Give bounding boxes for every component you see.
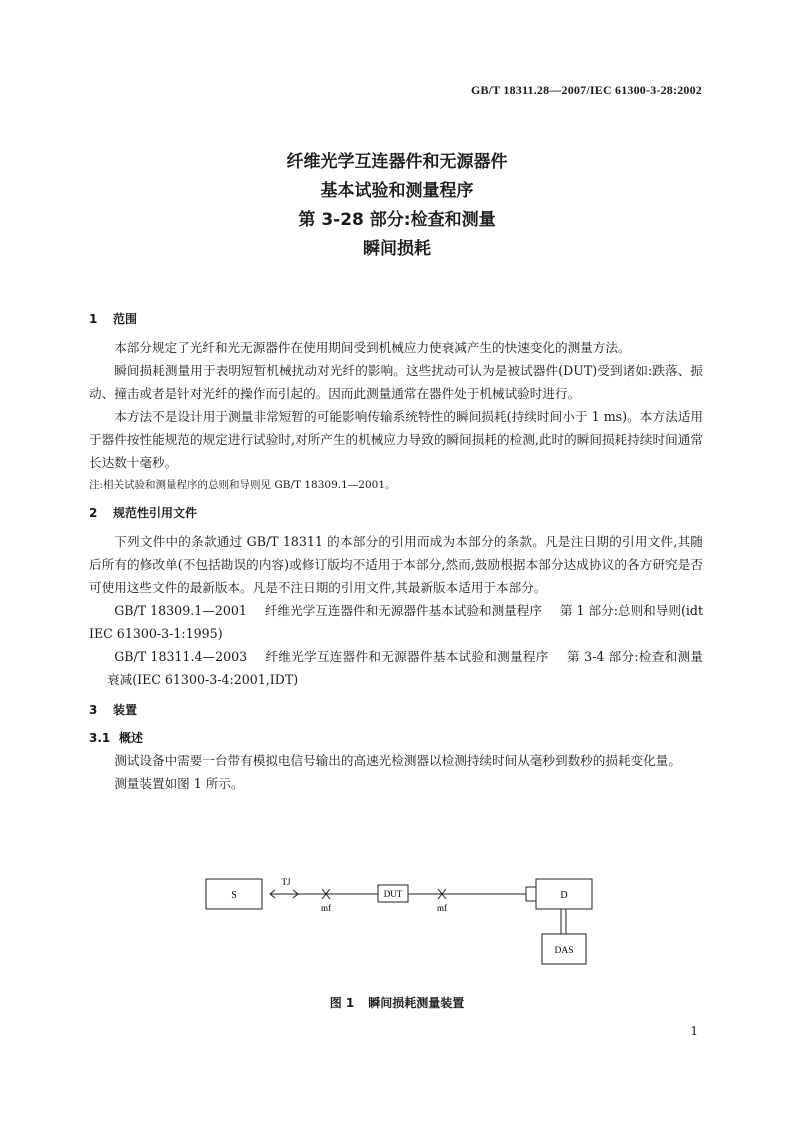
figure-1-caption xyxy=(0,994,794,1011)
document-title xyxy=(0,148,794,264)
standard-code: GB/T 18311.28—2007/IEC 61300-3-28:2002 xyxy=(470,83,702,97)
section-3-title: 装置 xyxy=(113,703,138,717)
title-line-4: 瞬间损耗 xyxy=(363,239,431,259)
das-label: DAS xyxy=(554,946,574,956)
section-3-1-heading xyxy=(89,727,703,749)
detector-label: D xyxy=(560,890,568,901)
detector-port xyxy=(526,887,536,901)
section-2-number: 2 xyxy=(89,506,98,520)
reference-1-code: GB/T 18309.1—2001 xyxy=(114,603,247,618)
section-1-heading xyxy=(89,308,703,330)
reference-1-title: 纤维光学互连器件和无源器件基本试验和测量程序 xyxy=(264,603,542,618)
document-body xyxy=(89,300,703,795)
section-1-note: 注:相关试验和测量程序的总则和导则见 GB/T 18309.1—2001。 xyxy=(89,479,396,491)
page-number: 1 xyxy=(690,1024,698,1038)
reference-2-code: GB/T 18311.4—2003 xyxy=(114,649,248,664)
section-1-paragraph-2: 瞬间损耗测量用于表明短暂机械扰动对光纤的影响。这些扰动可认为是被试器件(DUT)受到诸如:跌落、振动、撞击或者是针对光纤的操作而引起的。因而此测量通常在器件处于机械试验时进行。 xyxy=(89,363,703,401)
measurement-setup-svg xyxy=(200,870,620,970)
section-1-paragraph-1: 本部分规定了光纤和光无源器件在使用期间受到机械应力使衰减产生的快速变化的测量方法。 xyxy=(114,340,631,355)
section-3-number: 3 xyxy=(89,703,98,717)
section-1-title: 范围 xyxy=(113,312,138,326)
section-1-paragraph-3: 本方法不是设计用于测量非常短暂的可能影响传输系统特性的瞬间损耗(持续时间小于 1 ms)。本方法适用于器件按性能规范的规定进行试验时,对所产生的机械应力导致的瞬间损耗的检测,此时的瞬间损耗持续时间通常长达数十毫秒。 xyxy=(89,409,703,470)
reference-1 xyxy=(89,599,703,645)
title-line-3: 第 3-28 部分:检查和测量 xyxy=(298,210,496,230)
section-2-title: 规范性引用文件 xyxy=(113,506,198,520)
section-3-1-paragraph-1: 测试设备中需要一台带有模拟电信号输出的高速光检测器以检测持续时间从毫秒到数秒的损耗变化量。 xyxy=(114,753,681,768)
section-3-1-title: 概述 xyxy=(119,731,144,745)
reference-2-part: 第 3-4 部分:检查和测量 xyxy=(566,649,704,664)
reference-2 xyxy=(89,645,703,691)
mf1-label: mf xyxy=(321,903,331,913)
figure-1-number: 图 1 xyxy=(329,996,355,1010)
reference-2-title: 纤维光学互连器件和无源器件基本试验和测量程序 xyxy=(265,649,549,664)
title-line-2: 基本试验和测量程序 xyxy=(320,181,474,201)
title-line-1: 纤维光学互连器件和无源器件 xyxy=(286,152,508,172)
mf2-label: mf xyxy=(437,903,447,913)
figure-1-diagram xyxy=(200,870,620,970)
section-3-1-paragraph-2: 测量装置如图 1 所示。 xyxy=(114,776,244,791)
section-3-heading xyxy=(89,699,703,721)
figure-1-title: 瞬间损耗测量装置 xyxy=(368,996,465,1010)
section-2-paragraph-1: 下列文件中的条款通过 GB/T 18311 的本部分的引用而成为本部分的条款。凡是注日期的引用文件,其随后所有的修改单(不包括勘误的内容)或修订版均不适用于本部分,然而,鼓励根据本部分达成协议的各方研究是否可使用这些文件的最新版本。凡是不注日期的引用文件,其最新版本适用于本部分。 xyxy=(89,534,703,595)
tj-label: TJ xyxy=(281,877,291,887)
reference-1-part: 第 1 部分:总则和导则(idt IEC 61300-3-1:1995) xyxy=(89,603,704,641)
source-label: S xyxy=(231,890,237,901)
reference-2-tail: 衰减(IEC 61300-3-4:2001,IDT) xyxy=(107,672,299,687)
section-2-heading xyxy=(89,502,703,524)
section-3-1-number: 3.1 xyxy=(89,731,111,745)
dut-label: DUT xyxy=(383,889,403,899)
section-1-number: 1 xyxy=(89,312,98,326)
